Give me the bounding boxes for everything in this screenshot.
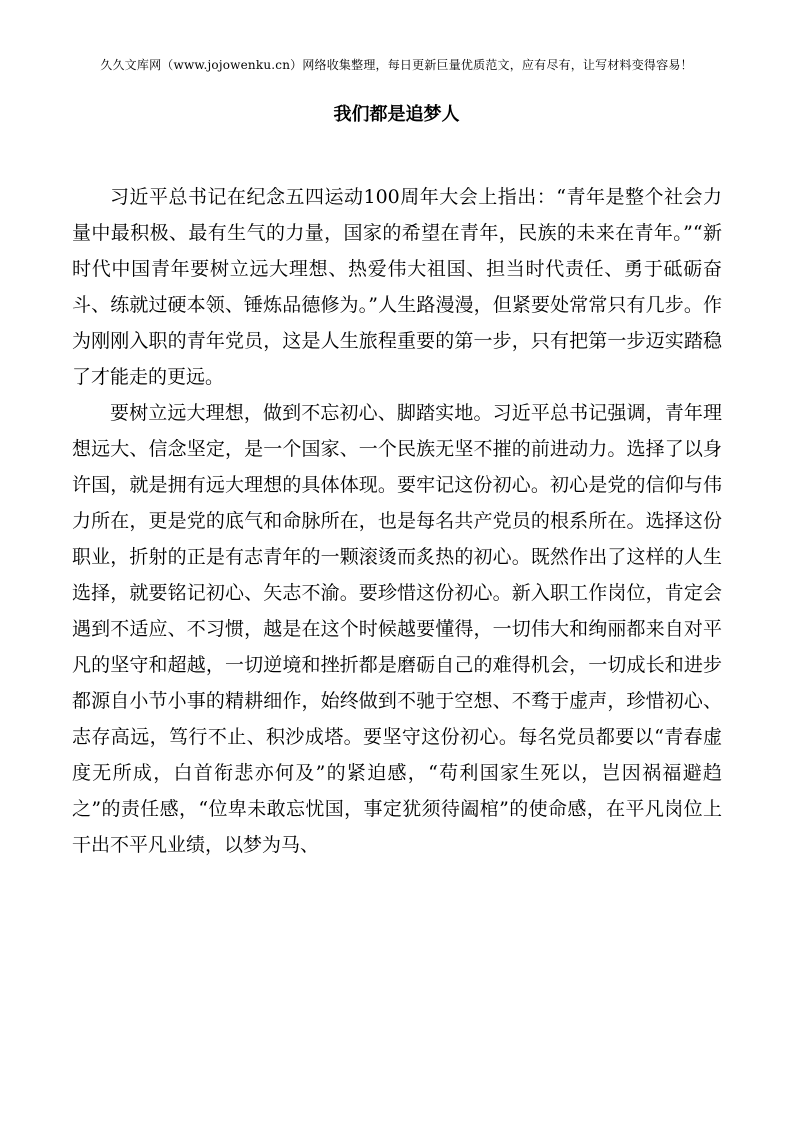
paragraph-1: 习近平总书记在纪念五四运动100周年大会上指出：“青年是整个社会力量中最积极、最有生气的力量，国家的希望在青年，民族的未来在青年。”“新时代中国青年要树立远大理想、热爱伟大祖国、担当时代责任、勇于砥砺奋斗、练就过硬本领、锤炼品德修为。”人生路漫漫，但紧要处常常只有几步。作为刚刚入职的青年党员，这是人生旅程重要的第一步，只有把第一步迈实踏稳了才能走的更远。 [72,186,722,388]
document-title: 我们都是追梦人 [333,104,460,125]
paragraph-2: 要树立远大理想，做到不忘初心、脚踏实地。习近平总书记强调，青年理想远大、信念坚定，是一个国家、一个民族无坚不摧的前进动力。选择了以身许国，就是拥有远大理想的具体体现。要牢记这份初心。初心是党的信仰与伟力所在，更是党的底气和命脉所在，也是每名共产党员的根系所在。选择这份职业，折射的正是有志青年的一颗滚烫而炙热的初心。既然作出了这样的人生选择，就要铭记初心、矢志不渝。要珍惜这份初心。新入职工作岗位，肯定会遇到不适应、不习惯，越是在这个时候越要懂得，一切伟大和绚丽都来自对平凡的坚守和超越，一切逆境和挫折都是磨砺自己的难得机会，一切成长和进步都源自小节小事的精耕细作，始终做到不驰于空想、不骛于虚声，珍惜初心、志存高远，笃行不止、积沙成塔。要坚守这份初心。每名党员都要以“青春虚度无所成，白首衔悲亦何及”的紧迫感，“苟利国家生死以，岂因祸福避趋之”的责任感，“位卑未敢忘忧国，事定犹须待阖棺”的使命感，在平凡岗位上干出不平凡业绩，以梦为马、 [72,402,722,856]
document-body [72,179,722,863]
header-note: 久久文库网（www.jojowenku.cn）网络收集整理，每日更新巨量优质范文，应有尽有，让写材料变得容易！ [100,58,693,72]
